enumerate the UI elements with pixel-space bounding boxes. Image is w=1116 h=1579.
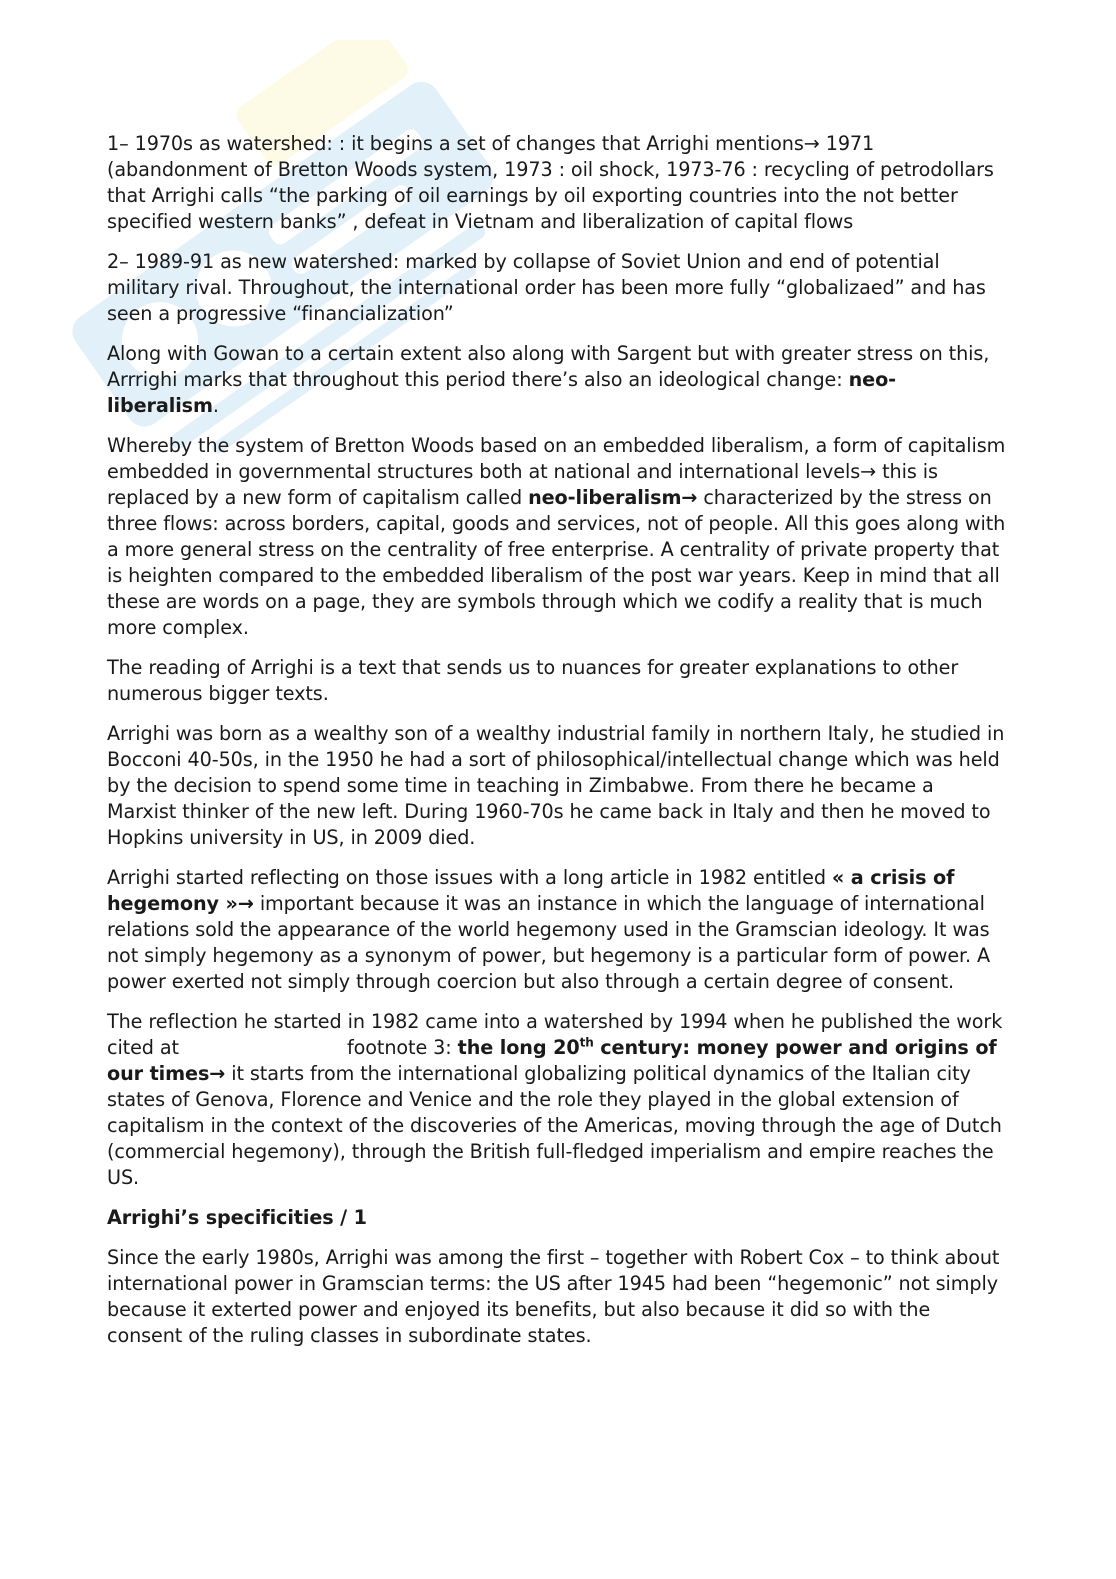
text-run: it starts from the international globalizing political dynamics of the Italian city states of Genova, Florence and Venice and the role they played in the global extension of capitalism in the context of the discoveries of the Americas, moving through the age of Dutch (commercial hegemony), through the British full-fledged imperialism and empire reaches the US. bbox=[107, 1062, 1002, 1189]
bold-title-part: century: money power and origins of our times→ bbox=[107, 1036, 997, 1085]
paragraph-1970s-watershed: 1– 1970s as watershed: : it begins a set of changes that Arrighi mentions→ 1971 (abandonment of Bretton Woods system, 1973 : oil shock, 1973-76 : recycling of petrodollars that Arrighi calls “the parking of oil earnings by oil exporting countries into the not better specified western banks” , defeat in Vietnam and liberalization of capital flows bbox=[107, 132, 994, 233]
paragraph-long-20th-century bbox=[107, 1009, 1007, 1191]
bold-term: « a crisis of hegemony »→ bbox=[107, 866, 955, 915]
paragraph-gramscian-power: Since the early 1980s, Arrighi was among the first – together with Robert Cox – to think about international power in Gramscian terms: the US after 1945 had been “hegemonic” not simply because it exterted power and enjoyed its benefits, but also because it did so with the consent of the ruling classes in subordinate states. bbox=[107, 1246, 1000, 1347]
bold-title-part: the long 20 bbox=[457, 1036, 580, 1059]
text-run: . bbox=[212, 394, 219, 417]
text-run: important because it was an instance in which the language of international relations sold the appearance of the world hegemony used in the Gramscian ideology. It was not simply hegemony as a synonym of power, but hegemony is a particular form of power. A power exerted not simply through coercion but also through a certain degree of consent. bbox=[107, 892, 991, 993]
text-run: Arrighi started reflecting on those issues with a long article in 1982 entitled bbox=[107, 866, 832, 889]
paragraph-neoliberalism-intro bbox=[107, 341, 1007, 419]
paragraph-reading-arrighi: The reading of Arrighi is a text that sends us to nuances for greater explanations to other numerous bigger texts. bbox=[107, 656, 959, 705]
section-heading: Arrighi’s specificities / 1 bbox=[107, 1206, 367, 1229]
text-run: Along with Gowan to a certain extent also along with Sargent but with greater stress on this, Arrrighi marks that throughout this period there’s also an ideological change: bbox=[107, 342, 990, 391]
paragraph-biography: Arrighi was born as a wealthy son of a wealthy industrial family in northern Italy, he studied in Bocconi 40-50s, in the 1950 he had a sort of philosophical/intellectual change which was held by the decision to spend some time in teaching in Zimbabwe. From there he became a Marxist thinker of the new left. During 1960-70s he came back in Italy and then he moved to Hopkins university in US, in 2009 died. bbox=[107, 722, 1005, 849]
text-run: Whereby the system of Bretton Woods based on an embedded liberalism, a form of capitalism embedded in governmental structures both at national and international levels→ this is replaced by a new form of capitalism called bbox=[107, 434, 1006, 509]
paragraph-crisis-hegemony bbox=[107, 865, 1007, 995]
paragraph-bretton-woods bbox=[107, 433, 1007, 641]
text-run: The reflection he started in 1982 came into a watershed by 1994 when he published the work cited at bbox=[107, 1010, 1003, 1059]
text-run: characterized by the stress on three flows: across borders, capital, goods and services, not of people. All this goes along with a more general stress on the centrality of free enterprise. A centrality of private property that is heighten compared to the embedded liberalism of the post war years. Keep in mind that all these are words on a page, they are symbols through which we codify a reality that is much more complex. bbox=[107, 486, 1006, 639]
bold-term: neo-liberalism→ bbox=[528, 486, 698, 509]
document-body bbox=[107, 131, 1007, 1363]
superscript: th bbox=[579, 1035, 594, 1050]
text-run: footnote 3: bbox=[346, 1036, 458, 1059]
paragraph-1989-watershed: 2– 1989-91 as new watershed: marked by collapse of Soviet Union and end of potential military rival. Throughout, the international order has been more fully “globalizaed” and has seen a progressive “financialization” bbox=[107, 250, 986, 325]
bold-term: neo-liberalism bbox=[107, 368, 897, 417]
